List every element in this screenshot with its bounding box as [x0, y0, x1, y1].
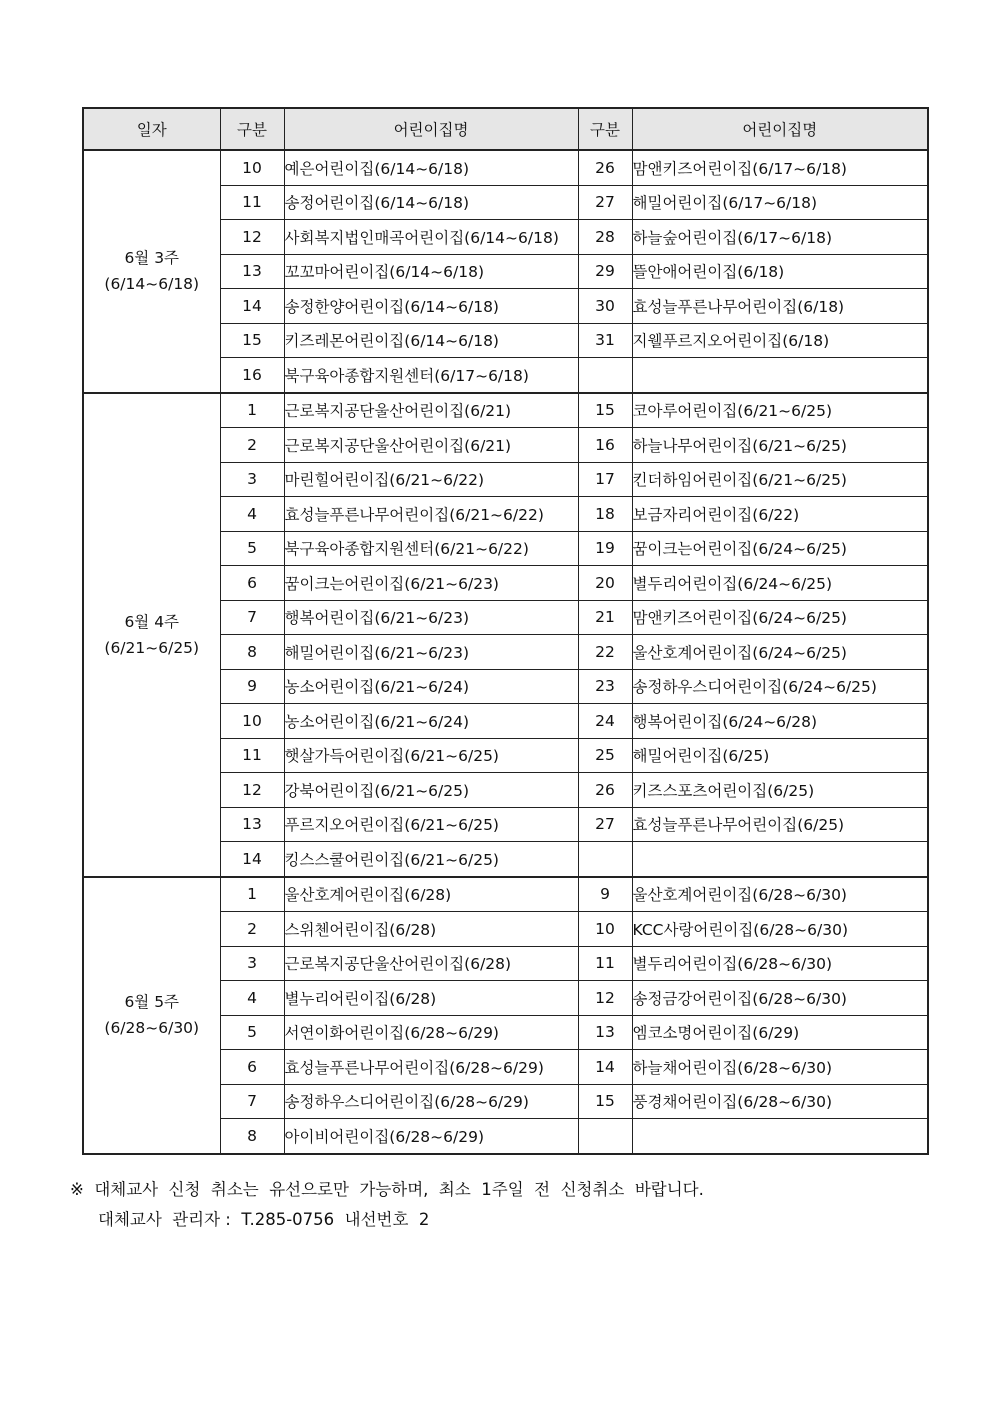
right-daycare-name: [632, 842, 928, 877]
left-number: 4: [220, 497, 284, 532]
right-number: 25: [578, 738, 632, 773]
left-number: 5: [220, 1015, 284, 1050]
left-number: 3: [220, 462, 284, 497]
left-number: 13: [220, 254, 284, 289]
right-number: [578, 842, 632, 877]
right-number: 22: [578, 635, 632, 670]
left-daycare-name: 근로복지공단울산어린이집(6/21): [284, 393, 578, 428]
left-number: 5: [220, 531, 284, 566]
right-number: [578, 1119, 632, 1154]
left-daycare-name: 서연이화어린이집(6/28~6/29): [284, 1015, 578, 1050]
right-number: 17: [578, 462, 632, 497]
right-daycare-name: 엠코소명어린이집(6/29): [632, 1015, 928, 1050]
left-daycare-name: 햇살가득어린이집(6/21~6/25): [284, 738, 578, 773]
week-group: [83, 150, 928, 393]
right-daycare-name: 해밀어린이집(6/25): [632, 738, 928, 773]
right-daycare-name: 하늘채어린이집(6/28~6/30): [632, 1050, 928, 1085]
left-number: 6: [220, 1050, 284, 1085]
left-number: 15: [220, 323, 284, 358]
left-daycare-name: 농소어린이집(6/21~6/24): [284, 704, 578, 739]
right-number: 18: [578, 497, 632, 532]
left-number: 1: [220, 877, 284, 912]
week-label: 6월 4주: [124, 612, 180, 631]
right-daycare-name: 맘앤키즈어린이집(6/24~6/25): [632, 600, 928, 635]
left-daycare-name: 아이비어린이집(6/28~6/29): [284, 1119, 578, 1154]
right-number: 9: [578, 877, 632, 912]
left-number: 16: [220, 358, 284, 393]
right-daycare-name: 해밀어린이집(6/17~6/18): [632, 185, 928, 220]
left-number: 7: [220, 600, 284, 635]
right-number: 21: [578, 600, 632, 635]
right-daycare-name: 행복어린이집(6/24~6/28): [632, 704, 928, 739]
header-date: 일자: [83, 108, 220, 150]
right-daycare-name: 효성늘푸른나무어린이집(6/18): [632, 289, 928, 324]
right-number: 26: [578, 150, 632, 185]
cancel-notice: ※ 대체교사 신청 취소는 유선으로만 가능하며, 최소 1주일 전 신청취소 바랍니다.: [70, 1180, 704, 1199]
right-daycare-name: 울산호계어린이집(6/28~6/30): [632, 877, 928, 912]
left-number: 10: [220, 150, 284, 185]
left-number: 9: [220, 669, 284, 704]
left-number: 12: [220, 220, 284, 255]
table-header-row: [83, 108, 928, 150]
left-number: 2: [220, 428, 284, 463]
left-daycare-name: 행복어린이집(6/21~6/23): [284, 600, 578, 635]
week-range: (6/21~6/25): [104, 638, 200, 657]
right-number: 12: [578, 981, 632, 1016]
left-number: 11: [220, 185, 284, 220]
left-daycare-name: 마린힐어린이집(6/21~6/22): [284, 462, 578, 497]
header-group-left: 구분: [220, 108, 284, 150]
right-number: 27: [578, 807, 632, 842]
week-range: (6/28~6/30): [104, 1019, 200, 1037]
right-daycare-name: 별두리어린이집(6/28~6/30): [632, 946, 928, 981]
left-daycare-name: 스위첸어린이집(6/28): [284, 912, 578, 947]
right-daycare-name: 킨더하임어린이집(6/21~6/25): [632, 462, 928, 497]
right-daycare-name: 하늘나무어린이집(6/21~6/25): [632, 428, 928, 463]
right-number: 13: [578, 1015, 632, 1050]
right-daycare-name: 꿈이크는어린이집(6/24~6/25): [632, 531, 928, 566]
right-number: 15: [578, 393, 632, 428]
right-daycare-name: 하늘숲어린이집(6/17~6/18): [632, 220, 928, 255]
right-daycare-name: 보금자리어린이집(6/22): [632, 497, 928, 532]
week-label: 6월 3주: [124, 249, 180, 268]
right-daycare-name: 맘앤키즈어린이집(6/17~6/18): [632, 150, 928, 185]
left-number: 8: [220, 635, 284, 670]
right-number: 11: [578, 946, 632, 981]
left-daycare-name: 근로복지공단울산어린이집(6/21): [284, 428, 578, 463]
header-name-right: 어린이집명: [632, 108, 928, 150]
left-daycare-name: 송정하우스디어린이집(6/28~6/29): [284, 1084, 578, 1119]
left-number: 6: [220, 566, 284, 601]
right-daycare-name: 풍경채어린이집(6/28~6/30): [632, 1084, 928, 1119]
left-number: 7: [220, 1084, 284, 1119]
right-daycare-name: 코아루어린이집(6/21~6/25): [632, 393, 928, 428]
week-date-cell: [83, 393, 220, 877]
right-number: 14: [578, 1050, 632, 1085]
right-number: 20: [578, 566, 632, 601]
right-number: 28: [578, 220, 632, 255]
left-number: 4: [220, 981, 284, 1016]
left-number: 2: [220, 912, 284, 947]
right-number: [578, 358, 632, 393]
table-row: [83, 150, 928, 185]
left-number: 10: [220, 704, 284, 739]
header-name-left: 어린이집명: [284, 108, 578, 150]
right-number: 10: [578, 912, 632, 947]
header-group-right: 구분: [578, 108, 632, 150]
left-daycare-name: 북구육아종합지원센터(6/17~6/18): [284, 358, 578, 393]
right-daycare-name: 송정금강어린이집(6/28~6/30): [632, 981, 928, 1016]
right-daycare-name: [632, 1119, 928, 1154]
left-daycare-name: 강북어린이집(6/21~6/25): [284, 773, 578, 808]
week-range: (6/14~6/18): [104, 275, 200, 294]
left-daycare-name: 꿈이크는어린이집(6/21~6/23): [284, 566, 578, 601]
left-number: 8: [220, 1119, 284, 1154]
right-daycare-name: 뜰안애어린이집(6/18): [632, 254, 928, 289]
right-number: 19: [578, 531, 632, 566]
left-daycare-name: 송정어린이집(6/14~6/18): [284, 185, 578, 220]
left-number: 12: [220, 773, 284, 808]
right-number: 23: [578, 669, 632, 704]
right-number: 15: [578, 1084, 632, 1119]
left-daycare-name: 예은어린이집(6/14~6/18): [284, 150, 578, 185]
right-number: 30: [578, 289, 632, 324]
left-number: 13: [220, 807, 284, 842]
left-number: 14: [220, 289, 284, 324]
left-daycare-name: 북구육아종합지원센터(6/21~6/22): [284, 531, 578, 566]
left-daycare-name: 근로복지공단울산어린이집(6/28): [284, 946, 578, 981]
left-daycare-name: 농소어린이집(6/21~6/24): [284, 669, 578, 704]
right-number: 16: [578, 428, 632, 463]
left-daycare-name: 별누리어린이집(6/28): [284, 981, 578, 1016]
right-daycare-name: 지웰푸르지오어린이집(6/18): [632, 323, 928, 358]
left-daycare-name: 키즈레몬어린이집(6/14~6/18): [284, 323, 578, 358]
week-label: 6월 5주: [124, 993, 180, 1011]
left-daycare-name: 푸르지오어린이집(6/21~6/25): [284, 807, 578, 842]
right-daycare-name: 키즈스포츠어린이집(6/25): [632, 773, 928, 808]
right-number: 29: [578, 254, 632, 289]
left-daycare-name: 효성늘푸른나무어린이집(6/21~6/22): [284, 497, 578, 532]
left-daycare-name: 꼬꼬마어린이집(6/14~6/18): [284, 254, 578, 289]
left-number: 11: [220, 738, 284, 773]
left-daycare-name: 울산호계어린이집(6/28): [284, 877, 578, 912]
left-number: 3: [220, 946, 284, 981]
schedule-table: [82, 107, 929, 1155]
table-row: [83, 393, 928, 428]
right-number: 31: [578, 323, 632, 358]
week-group: [83, 393, 928, 877]
right-number: 24: [578, 704, 632, 739]
left-daycare-name: 송정한양어린이집(6/14~6/18): [284, 289, 578, 324]
left-number: 1: [220, 393, 284, 428]
right-number: 27: [578, 185, 632, 220]
right-daycare-name: 울산호계어린이집(6/24~6/25): [632, 635, 928, 670]
left-daycare-name: 해밀어린이집(6/21~6/23): [284, 635, 578, 670]
manager-contact: 대체교사 관리자 : T.285-0756 내선번호 2: [98, 1210, 430, 1229]
right-daycare-name: 별두리어린이집(6/24~6/25): [632, 566, 928, 601]
right-daycare-name: [632, 358, 928, 393]
week-date-cell: [83, 877, 220, 1154]
week-group: [83, 877, 928, 1154]
right-daycare-name: 송정하우스디어린이집(6/24~6/25): [632, 669, 928, 704]
table-row: [83, 877, 928, 912]
left-daycare-name: 효성늘푸른나무어린이집(6/28~6/29): [284, 1050, 578, 1085]
week-date-cell: [83, 150, 220, 393]
right-daycare-name: KCC사랑어린이집(6/28~6/30): [632, 912, 928, 947]
left-number: 14: [220, 842, 284, 877]
right-number: 26: [578, 773, 632, 808]
left-daycare-name: 킹스스쿨어린이집(6/21~6/25): [284, 842, 578, 877]
right-daycare-name: 효성늘푸른나무어린이집(6/25): [632, 807, 928, 842]
left-daycare-name: 사회복지법인매곡어린이집(6/14~6/18): [284, 220, 578, 255]
